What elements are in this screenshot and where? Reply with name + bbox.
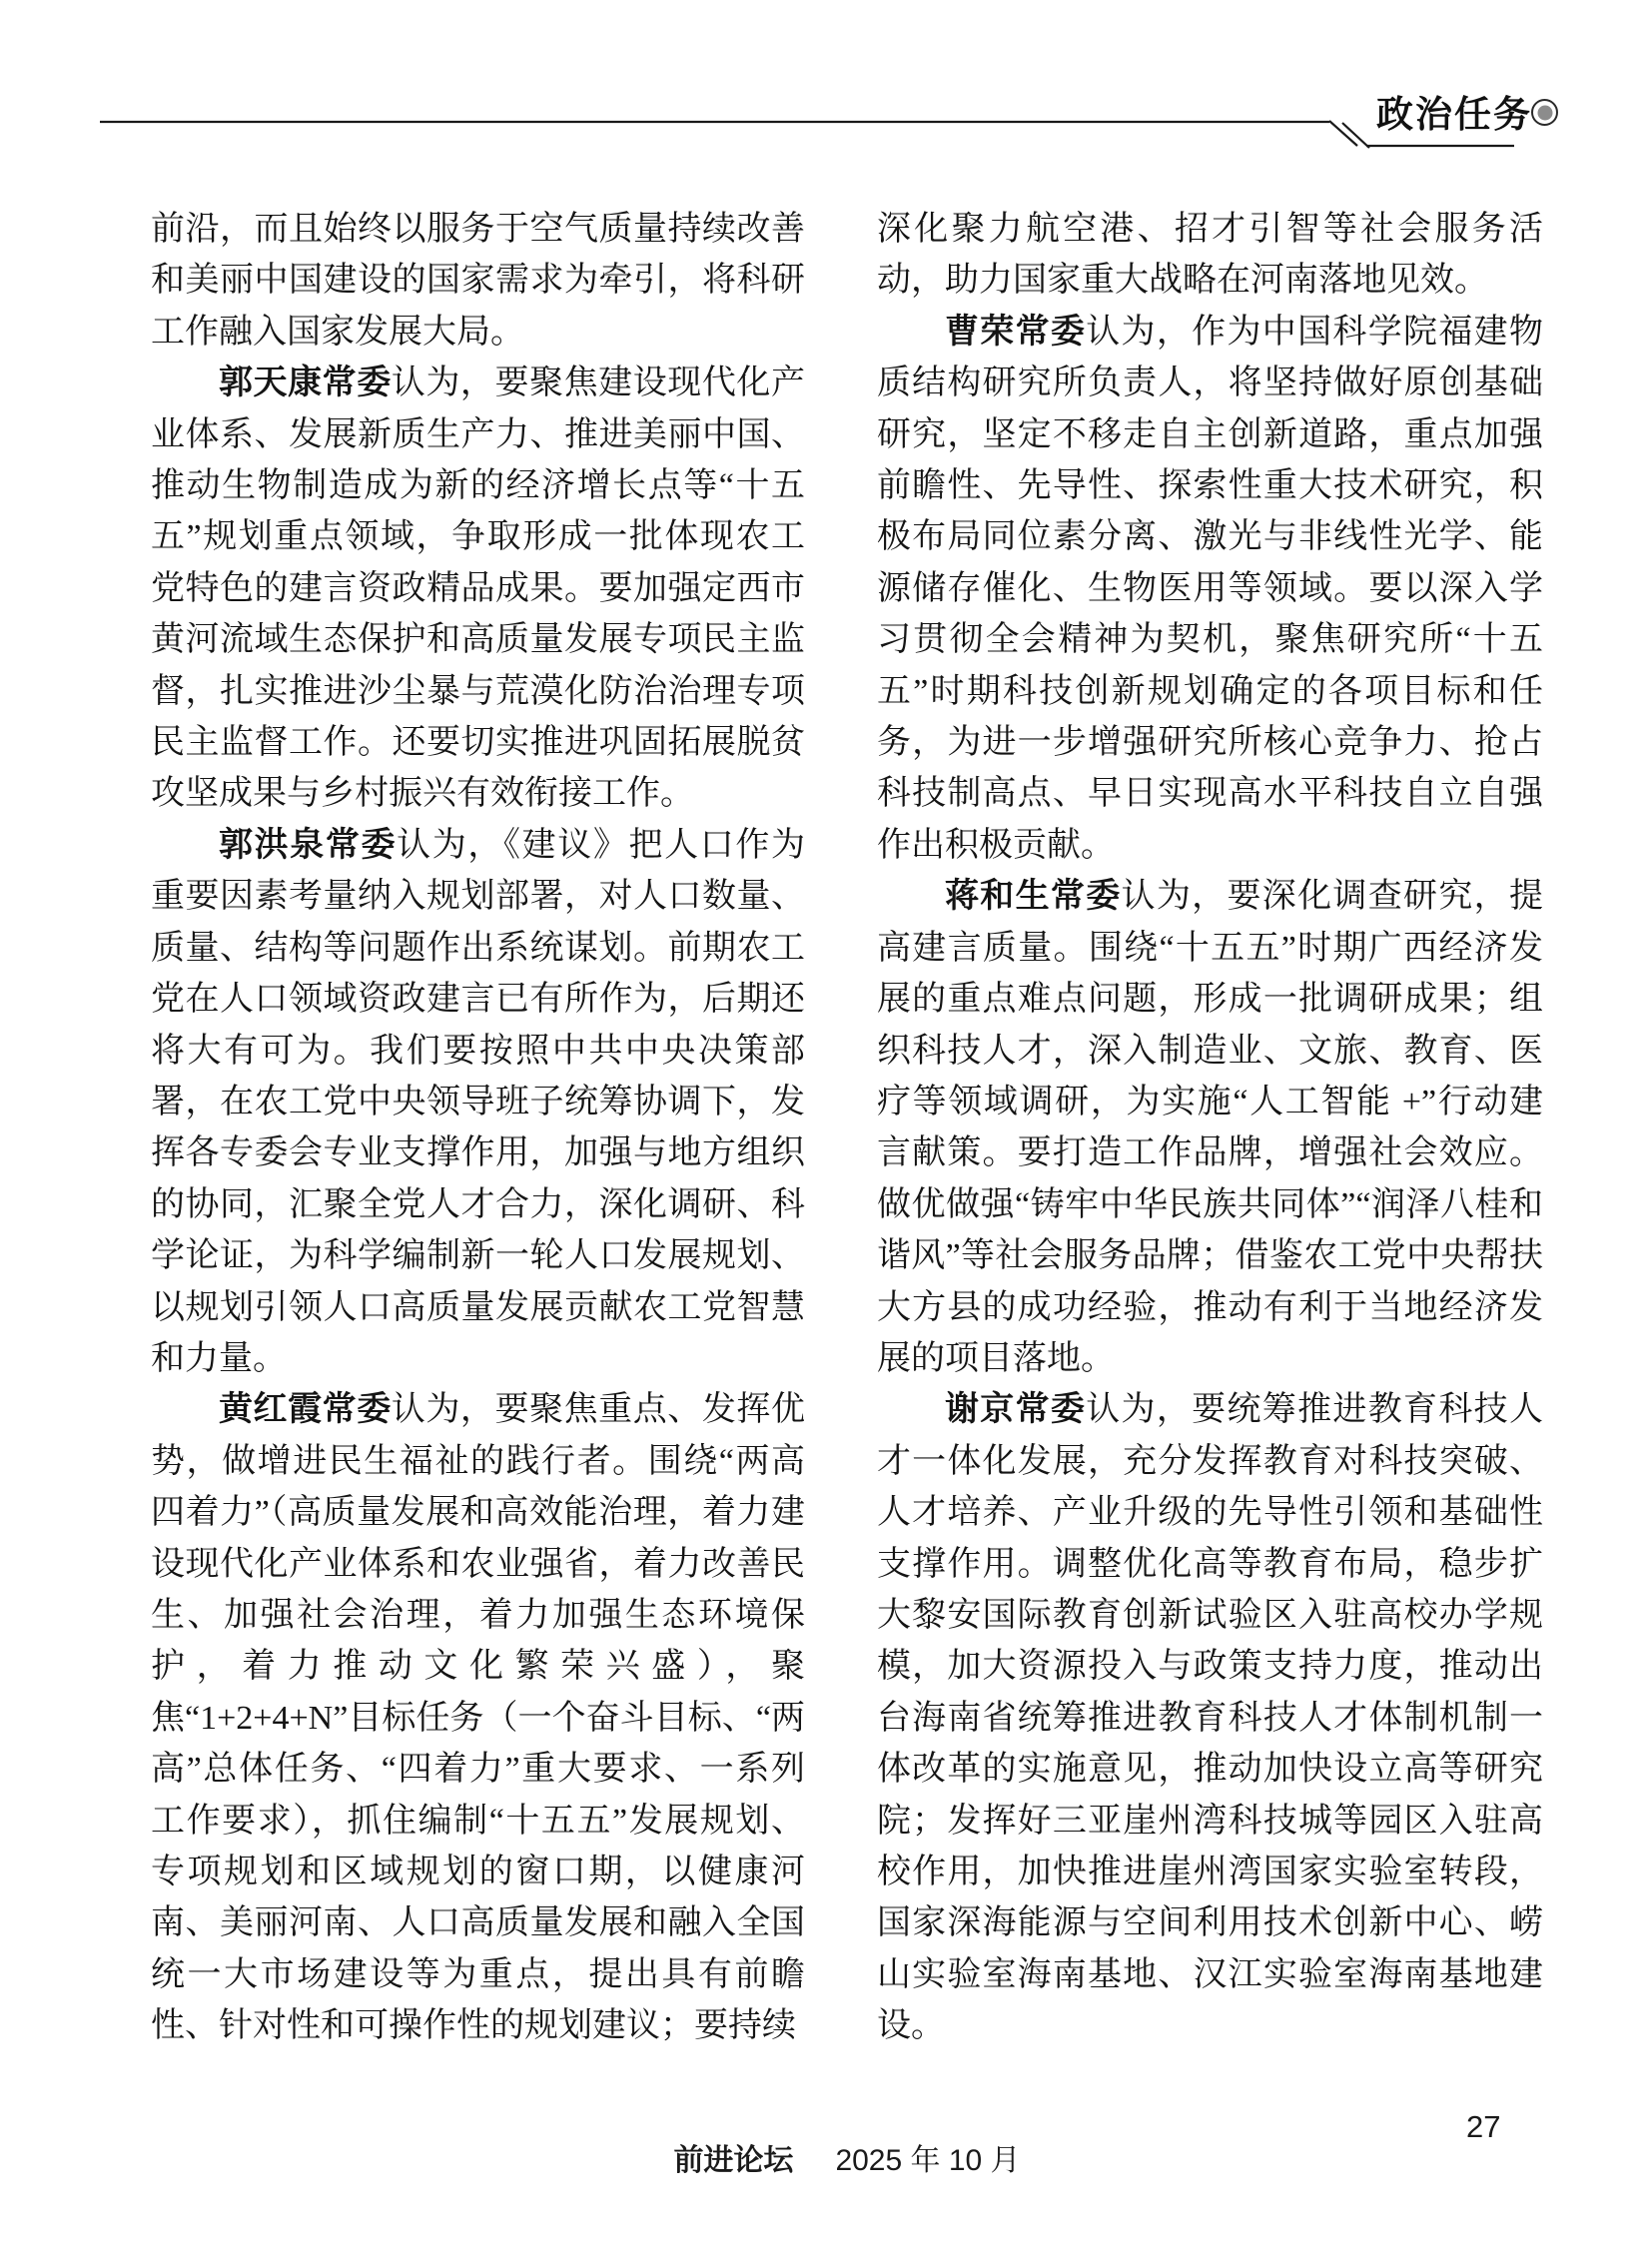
paragraph-continuation: [151, 204, 805, 358]
speaker-name: 郭洪泉常委: [219, 825, 398, 864]
speaker-name: 郭天康常委: [219, 364, 392, 402]
speaker-name: 谢京常委: [945, 1390, 1087, 1429]
paragraph: [877, 871, 1543, 1384]
right-column: [877, 204, 1543, 2057]
speaker-name: 黄红霞常委: [219, 1390, 392, 1429]
paragraph-text: 前沿，而且始终以服务于空气质量持续改善和美丽中国建设的国家需求为牵引，将科研工作融入国家发展大局。: [151, 211, 805, 351]
journal-name: 前进论坛: [673, 2144, 794, 2177]
speaker-name: 蒋和生常委: [945, 877, 1122, 916]
paragraph-text: 深化聚力航空港、招才引智等社会服务活动，助力国家重大战略在河南落地见效。: [877, 211, 1543, 300]
issue-date: 2025 年 10 月: [835, 2144, 1021, 2177]
paragraph: [877, 1384, 1543, 2051]
paragraph-text: 认为，《建议》把人口作为重要因素考量纳入规划部署，对人口数量、质量、结构等问题作出系统谋划。前期农工党在人口领域资政建言已有所作为，后期还将大有可为。我们要按照中共中央决策部署，在农工党中央领导班子统筹协调下，发挥各专委会专业支撑作用，加强与地方组织的协同，汇聚全党人才合力，深化调研、科学论证，为科学编制新一轮人口发展规划、以规划引领人口高质量发展贡献农工党智慧和力量。: [151, 826, 805, 1377]
paragraph: [151, 820, 805, 1384]
paragraph-text: 认为，要聚焦建设现代化产业体系、发展新质生产力、推进美丽中国、推动生物制造成为新的经济增长点等“十五五”规划重点领域，争取形成一批体现农工党特色的建言资政精品成果。要加强定西市黄河流域生态保护和高质量发展专项民主监督，扎实推进沙尘暴与荒漠化防治治理专项民主监督工作。还要切实推进巩固拓展脱贫攻坚成果与乡村振兴有效衔接工作。: [151, 365, 805, 813]
paragraph: [151, 1384, 805, 2051]
paragraph-text: 认为，要聚焦重点、发挥优势，做增进民生福祉的践行者。围绕“两高四着力”（高质量发展和高效能治理，着力建设现代化产业体系和农业强省，着力改善民生、加强社会治理，着力加强生态环境保护，着力推动文化繁荣兴盛），聚焦“1+2+4+N”目标任务（一个奋斗目标、“两高”总体任务、“四着力”重大要求、一系列工作要求），抓住编制“十五五”发展规划、专项规划和区域规划的窗口期，以健康河南、美丽河南、人口高质量发展和融入全国统一大市场建设等为重点，提出具有前瞻性、针对性和可操作性的规划建议；要持续: [151, 1391, 805, 2045]
paragraph-continuation: [877, 204, 1543, 307]
footer: [150, 2135, 1544, 2179]
paragraph-text: 认为，要深化调查研究，提高建言质量。围绕“十五五”时期广西经济发展的重点难点问题，形成一批调研成果；组织科技人才，深入制造业、文旅、教育、医疗等领域调研，为实施“人工智能 +”行动建言献策。要打造工作品牌，增强社会效应。做优做强“铸牢中华民族共同体”“润泽八桂和谐风”等社会服务品牌；借鉴农工党中央帮扶大方县的成功经验，推动有利于当地经济发展的项目落地。: [877, 878, 1543, 1377]
paragraph: [151, 358, 805, 820]
paragraph-text: 认为，作为中国科学院福建物质结构研究所负责人，将坚持做好原创基础研究，坚定不移走自主创新道路，重点加强前瞻性、先导性、探索性重大技术研究，积极布局同位素分离、激光与非线性光学、能源储存催化、生物医用等领域。要以深入学习贯彻全会精神为契机，聚焦研究所“十五五”时期科技创新规划确定的各项目标和任务，为进一步增强研究所核心竞争力、抢占科技制高点、早日实现高水平科技自立自强作出积极贡献。: [877, 313, 1543, 864]
paragraph-text: 认为，要统筹推进教育科技人才一体化发展，充分发挥教育对科技突破、人才培养、产业升级的先导性引领和基础性支撑作用。调整优化高等教育布局，稳步扩大黎安国际教育创新试验区入驻高校办学规模，加大资源投入与政策支持力度，推动出台海南省统筹推进教育科技人才体制机制一体改革的实施意见，推动加快设立高等研究院；发挥好三亚崖州湾科技城等园区入驻高校作用，加快推进崖州湾国家实验室转段，国家深海能源与空间利用技术创新中心、崂山实验室海南基地、汉江实验室海南基地建设。: [877, 1391, 1543, 2045]
speaker-name: 曹荣常委: [945, 312, 1087, 351]
paragraph: [877, 307, 1543, 871]
page-number: 27: [1466, 2109, 1501, 2144]
left-column: [151, 204, 805, 2057]
section-title: 政治任务: [1376, 95, 1532, 136]
bullseye-icon: [1531, 99, 1558, 126]
bullseye-inner-dot: [1537, 105, 1552, 120]
